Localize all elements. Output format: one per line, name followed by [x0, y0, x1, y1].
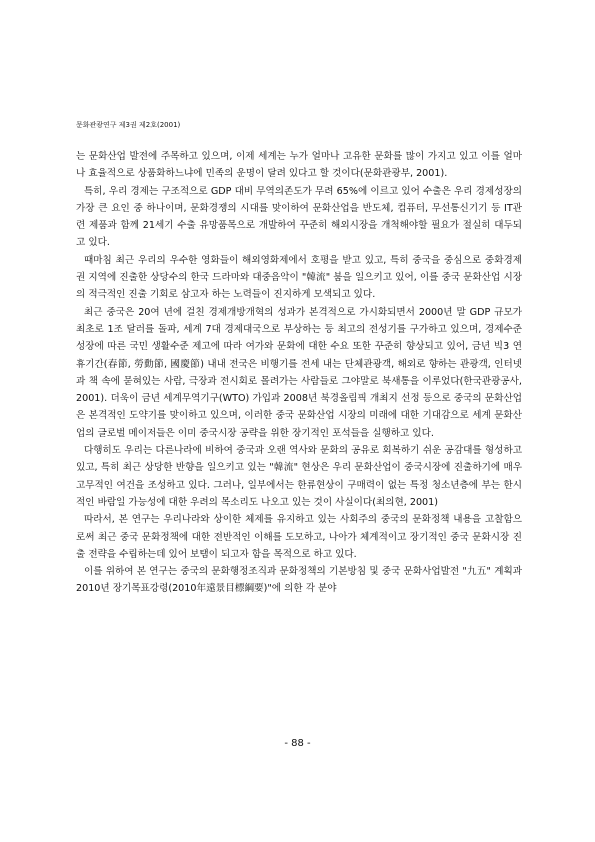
running-header: 문화관광연구 제3권 제2호(2001) — [76, 121, 181, 129]
body-text — [76, 148, 522, 598]
paragraph-6: 따라서, 본 연구는 우리나라와 상이한 체제를 유지하고 있는 사회주의 중국의 문화정책 내용을 고찰함으로써 최근 중국 문화정책에 대한 전반적인 이해를 도모하고, 나아가 체계적이고 장기적인 중국 문화시장 진출 전략을 수립하는데 있어 보탬이 되고자 함을 목적으로 하고 있다. — [76, 514, 522, 560]
paragraph-5: 다행히도 우리는 다른나라에 비하여 중국과 오랜 역사와 문화의 공유로 회복하기 쉬운 공감대를 형성하고 있고, 특히 최근 상당한 반향을 일으키고 있는 "韓流" 현상은 우리 문화산업이 중국시장에 진출하기에 매우 고무적인 여건을 조성하고 있다. 그러나, 일부에서는 한류현상이 구매력이 없는 특정 청소년층에 부는 한시적인 바람일 가능성에 대한 우려의 목소리도 나오고 있는 것이 사실이다(최의현, 2001) — [76, 445, 522, 508]
paragraph-2: 특히, 우리 경제는 구조적으로 GDP 대비 무역의존도가 무려 65%에 이르고 있어 수출은 우리 경제성장의 가장 큰 요인 중 하나이며, 문화경쟁의 시대를 맞이하여 문화산업을 반도체, 컴퓨터, 무선통신기기 등 IT관련 제품과 함께 21세기 수출 유망품목으로 개발하여 꾸준히 해외시장을 개척해야할 필요가 절실히 대두되고 있다. — [76, 185, 522, 249]
paragraph-7: 이를 위하여 본 연구는 중국의 문화행정조직과 문화정책의 기본방침 및 중국 문화사업발전 "九五" 계획과 2010년 장기목표강령(2010年遠景目標綱要)"에 의한 각 분야 — [76, 566, 522, 595]
paragraph-3: 때마침 최근 우리의 우수한 영화들이 해외영화제에서 호평을 받고 있고, 특히 중국을 중심으로 중화경제권 지역에 진출한 상당수의 한국 드라마와 대중음악이 "韓流" 붐을 일으키고 있어, 이를 중국 문화산업 시장의 적극적인 진출 기회로 삼고자 하는 노력들이 진지하게 모색되고 있다. — [76, 254, 522, 301]
paragraph-1: 는 문화산업 발전에 주목하고 있으며, 이제 세계는 누가 얼마나 고유한 문화를 많이 가지고 있고 이를 얼마나 효율적으로 상품화하느냐에 민족의 운명이 달려 있다고 할 것이다(문화관광부, 2001). — [76, 151, 522, 180]
page-number: - 88 - — [284, 738, 311, 749]
paragraph-4: 최근 중국은 20여 년에 걸친 경제개방개혁의 성과가 본격적으로 가시화되면서 2000년 말 GDP 규모가 최초로 1조 달러를 돌파, 세계 7대 경제대국으로 부상하는 등 최고의 전성기를 구가하고 있으며, 경제수준 성장에 따른 국민 생활수준 제고에 따라 여가와 문화에 대한 수요 또한 꾸준히 향상되고 있어, 금년 빅3 연휴기간(春節, 勞動節, 國慶節) 내내 전국은 비행기를 전세 내는 단체관광객, 해외로 향하는 관광객, 인터넷과 책 속에 묻혀있는 사람, 극장과 전시회로 몰려가는 사람들로 그야말로 북새통을 이루었다(한국관광공사, 2001). 더욱이 금년 세계무역기구(WTO) 가입과 2008년 북경올림픽 개최지 선정 등으로 중국의 문화산업은 본격적인 도약기를 맞이하고 있으며, 이러한 중국 문화산업 시장의 미래에 대한 기대감으로 세계 문화산업의 글로벌 메이저들은 이미 중국시장 공략을 위한 장기적인 포석들을 실행하고 있다. — [76, 306, 522, 439]
